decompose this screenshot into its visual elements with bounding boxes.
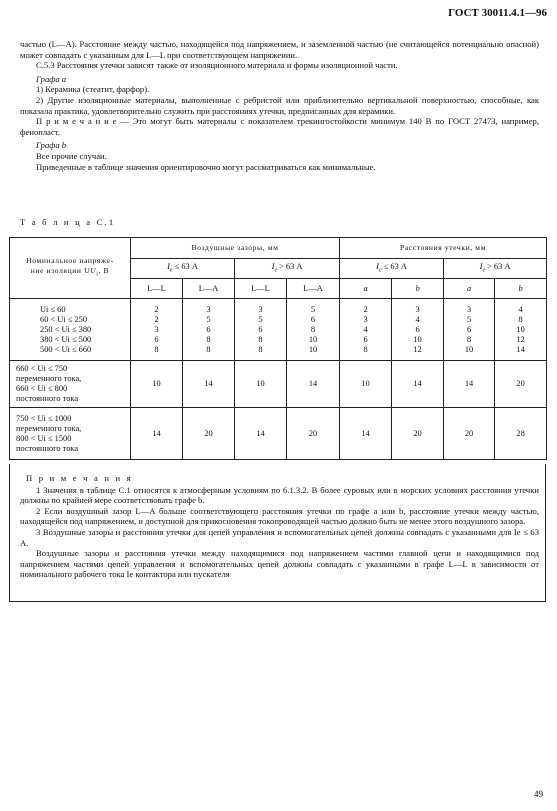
- table-row: [10, 361, 547, 408]
- table-cell: 14: [235, 408, 287, 460]
- cell-stack: 3 5 6 8 8: [235, 299, 287, 361]
- page-header: ГОСТ 30011.4.1—96: [448, 7, 547, 19]
- cell-stack: 2 2 3 6 8: [131, 299, 183, 361]
- table-row: [10, 299, 547, 361]
- item-a1: 1) Керамика (стеатит, фарфор).: [36, 84, 150, 95]
- sub-header: a: [444, 279, 495, 299]
- cell-stack: 3 4 6 10 12: [392, 299, 444, 361]
- table-cell: 20: [444, 408, 495, 460]
- note-label: П р и м е ч а н и е: [36, 116, 117, 127]
- ie-gt-63-creep: $I_e > 63$ А: [444, 259, 547, 279]
- table-cell: 10: [131, 361, 183, 408]
- sub-header: b: [495, 279, 547, 299]
- paragraph-continuation: частью (L—A). Расстояние между частью, находящейся под напряжением, и заземленной частью (не считающейся потенциально опасной) может совпадать с указанным для L—L при соответствующем напряжении.: [20, 39, 539, 60]
- cell-stack: 4 8 10 12 14: [495, 299, 547, 361]
- table-cell: 28: [495, 408, 547, 460]
- table-cell: 14: [287, 361, 340, 408]
- table-c1: [9, 237, 547, 460]
- group-header-air: Воздушные зазоры, мм: [131, 238, 340, 259]
- cell-stack: 5 6 8 10 10: [287, 299, 340, 361]
- table-cell: 20: [183, 408, 235, 460]
- table-cell: 20: [392, 408, 444, 460]
- row-label-group2: 660 < Ui ≤ 750 переменного тока, 660 < Ui ≤ 800 постоянного тока: [10, 361, 131, 408]
- sub-header: a: [340, 279, 392, 299]
- row-label-group1: Ui ≤ 60 60 < Ui ≤ 250 250 < Ui ≤ 380 380 < Ui ≤ 500 500 < Ui ≤ 660: [10, 299, 131, 361]
- table-cell: 20: [287, 408, 340, 460]
- note-2: 2 Если воздушный зазор L—A больше соответствующего расстояния утечки по графе a или b, расстояние утечки между частью, находящейся под напряжением, и доступной для прикосновения токопроводящей частью должно быть не менее этого воздушного зазора.: [20, 505, 539, 527]
- cell-stack: 3 5 6 8 10: [444, 299, 495, 361]
- note-text: — Это могут быть материалы с показателем трекингостойкости минимум 140 В по ГОСТ 27473, например, фенопласт.: [20, 116, 540, 137]
- table-cell: 14: [183, 361, 235, 408]
- table-cell: 20: [495, 361, 547, 408]
- table-notes: [20, 473, 539, 580]
- paragraph-c53: С.5.3 Расстояния утечки зависят также от изоляционного материала и формы изоляционной части.: [36, 60, 398, 71]
- heading-grafa-b: Графа b: [36, 140, 67, 151]
- sub-header: L—A: [183, 279, 235, 299]
- item-a2: 2) Другие изоляционные материалы, выполненные с ребристой или приблизительно вертикальной поверхностью, способные, как показала практика, удовлетворительно служить при расстояниях утечки, предписанных для керамики.: [20, 94, 539, 116]
- table-title: Т а б л и ц а С.1: [20, 217, 116, 227]
- notes-title: П р и м е ч а н и я: [26, 473, 133, 483]
- ie-le-63-creep: $I_e \le 63$ А: [340, 259, 444, 279]
- page-number: 49: [534, 789, 543, 799]
- table-cell: 10: [340, 361, 392, 408]
- body-text: [20, 39, 539, 172]
- item-b1: Все прочие случаи.: [36, 150, 107, 161]
- row-label-group3: 750 < Ui ≤ 1000 переменного тока, 800 < Ui ≤ 1500 постоянного тока: [10, 408, 131, 460]
- sub-header: L—L: [235, 279, 287, 299]
- table-cell: 14: [131, 408, 183, 460]
- sub-header: L—L: [131, 279, 183, 299]
- table-cell: 14: [340, 408, 392, 460]
- note-1: 1 Значения в таблице С.1 относятся к атмосферным условиям по 6.1.3.2. В более суровых или в морских условиях расстояния утечки должны по крайней мере соответствовать графе b.: [20, 484, 539, 506]
- sub-header: b: [392, 279, 444, 299]
- table-cell: 14: [392, 361, 444, 408]
- table-cell: 14: [444, 361, 495, 408]
- heading-grafa-a: Графа a: [36, 73, 67, 84]
- table-row: [10, 408, 547, 460]
- group-header-creep: Расстояния утечки, мм: [340, 238, 547, 259]
- note-4: Воздушные зазоры и расстояния утечки между находящимися под напряжением частями главной цепи и находящимися под напряжением частями цепей управления и вспомогательных цепей должны совпадать с указанными в графе L—L в зависимости от номинального рабочего тока Ie контактора или пускателя: [20, 548, 539, 580]
- sub-header: L—A: [287, 279, 340, 299]
- table-cell: 10: [235, 361, 287, 408]
- item-b2: Приведенные в таблице значения ориентировочно могут рассматриваться как минимальные.: [36, 161, 376, 172]
- cell-stack: 3 5 6 8 8: [183, 299, 235, 361]
- ie-le-63-air: $I_e \le 63$ А: [131, 259, 235, 279]
- col-header-voltage: Номинальное напряже- ние изоляции $UU_i$, В: [10, 238, 131, 299]
- ie-gt-63-air: $I_e > 63$ А: [235, 259, 340, 279]
- note-3: 3 Воздушные зазоры и расстояния утечки для цепей управления и вспомогательных цепей должны совпадать с указанными для Ie ≤ 63 А.: [20, 526, 539, 548]
- cell-stack: 2 3 4 6 8: [340, 299, 392, 361]
- note-paragraph: [20, 116, 539, 137]
